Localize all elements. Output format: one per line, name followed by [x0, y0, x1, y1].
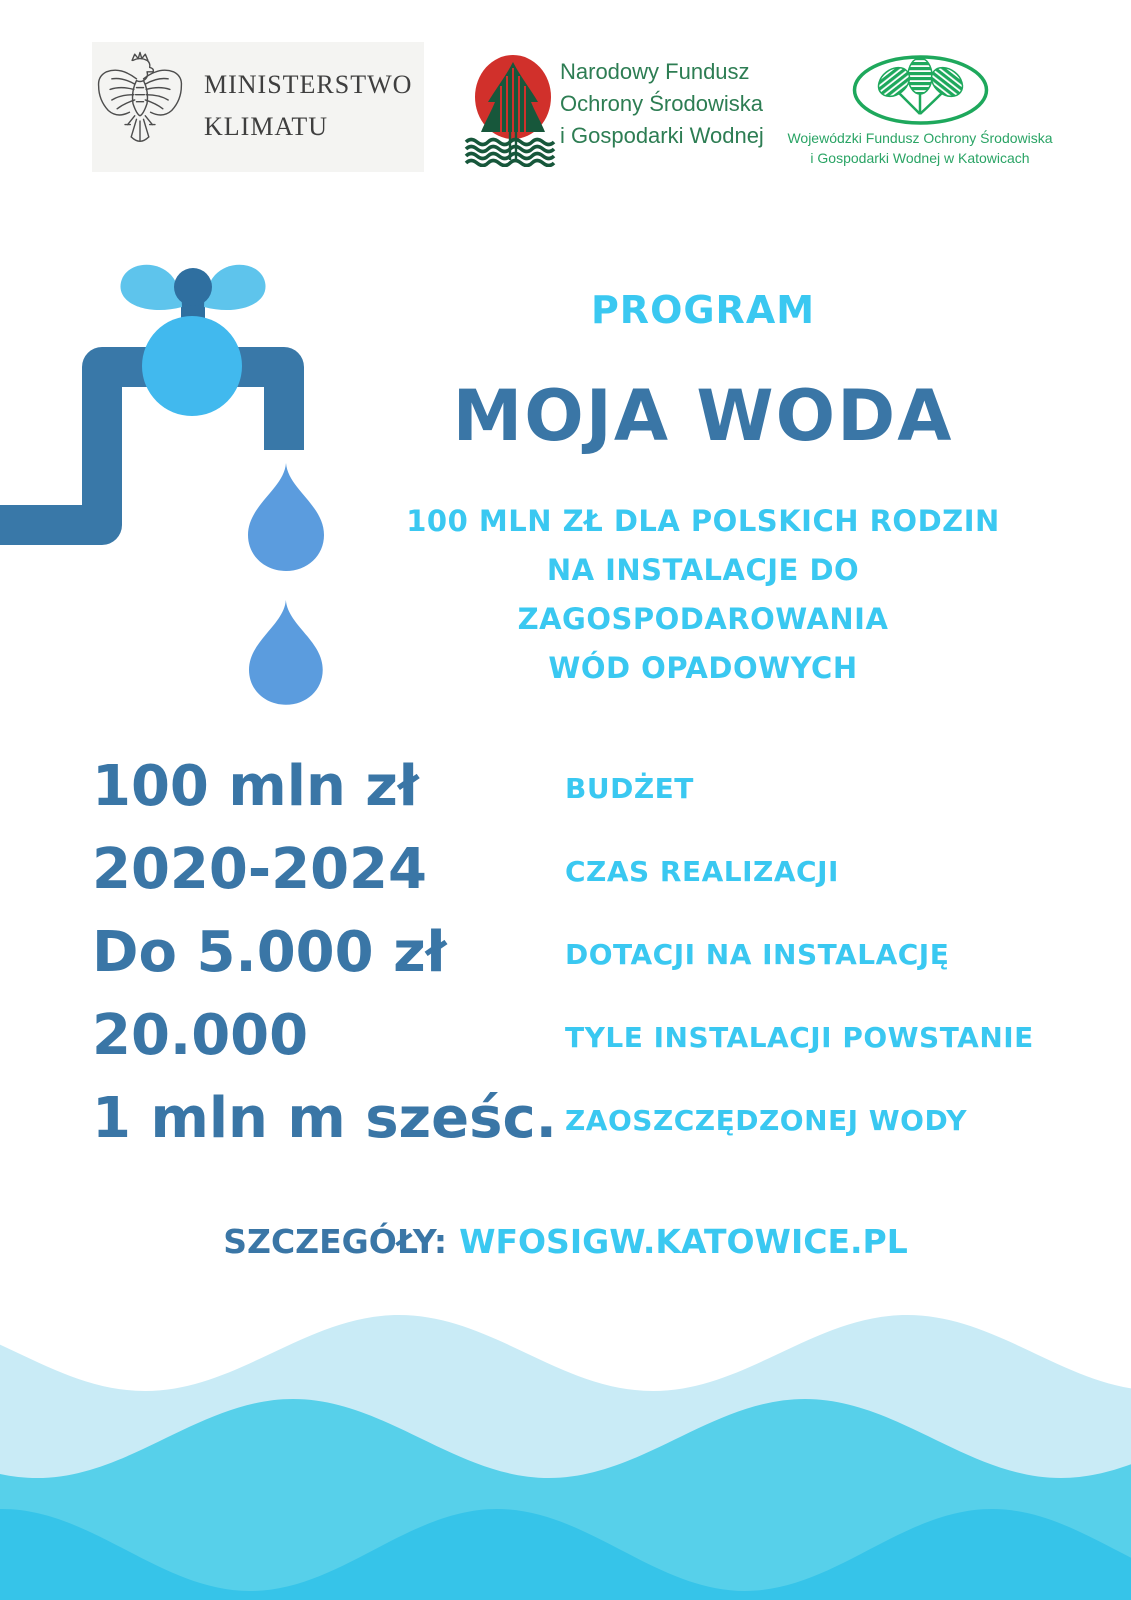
details-line: [0, 1222, 1131, 1261]
tree-in-red-sun-icon: [462, 52, 562, 167]
program-kicker: PROGRAM: [590, 288, 816, 332]
stat-value: 2020-2024: [92, 836, 427, 902]
subtitle-line3: WÓD OPADOWYCH: [548, 651, 858, 685]
stats-list: [92, 745, 1052, 1160]
stat-label: TYLE INSTALACJI POWSTANIE: [565, 1020, 1034, 1054]
stat-row-timeframe: [92, 828, 1052, 911]
stat-label: ZAOSZCZĘDZONEJ WODY: [565, 1103, 967, 1137]
regional-fund-name: [770, 128, 1070, 168]
ministry-name-line1: MINISTERSTWO: [204, 70, 413, 99]
stat-label: DOTACJI NA INSTALACJĘ: [565, 937, 950, 971]
national-fund-name: [560, 56, 764, 152]
stat-value: Do 5.000 zł: [92, 919, 447, 985]
subtitle-line1: 100 MLN ZŁ DLA POLSKICH RODZIN: [406, 504, 1000, 538]
details-website: WFOSIGW.KATOWICE.PL: [459, 1222, 908, 1261]
ministry-name-line2: KLIMATU: [204, 112, 328, 141]
stat-row-installations: [92, 994, 1052, 1077]
national-fund-line1: Narodowy Fundusz: [560, 59, 750, 84]
stat-row-water-saved: [92, 1077, 1052, 1160]
stat-row-budget: [92, 745, 1052, 828]
water-drop-icon: [248, 463, 324, 571]
subtitle-line2: NA INSTALACJE DO ZAGOSPODAROWANIA: [517, 553, 889, 636]
stat-label: CZAS REALIZACJI: [565, 854, 839, 888]
water-waves-decoration: [0, 1260, 1131, 1600]
ministry-logo: [92, 42, 424, 172]
polish-eagle-icon: [96, 46, 184, 168]
stat-row-grant: [92, 911, 1052, 994]
national-fund-line2: Ochrony Środowiska: [560, 91, 763, 116]
regional-fund-line2: i Gospodarki Wodnej w Katowicach: [810, 150, 1030, 166]
stat-value: 100 mln zł: [92, 753, 419, 819]
three-leaves-icon: [848, 52, 993, 128]
stat-label: BUDŻET: [565, 771, 694, 805]
program-title: MOJA WODA: [452, 375, 954, 457]
program-subtitle: [380, 497, 1026, 693]
details-prefix: SZCZEGÓŁY:: [223, 1222, 448, 1261]
national-fund-line3: i Gospodarki Wodnej: [560, 123, 764, 148]
regional-fund-line1: Wojewódzki Fundusz Ochrony Środowiska: [787, 130, 1053, 146]
faucet-icon: [0, 250, 340, 710]
stat-value: 1 mln m sześc.: [92, 1085, 557, 1151]
ministry-name: [204, 64, 412, 148]
stat-value: 20.000: [92, 1002, 309, 1068]
water-drop-icon: [249, 600, 323, 705]
